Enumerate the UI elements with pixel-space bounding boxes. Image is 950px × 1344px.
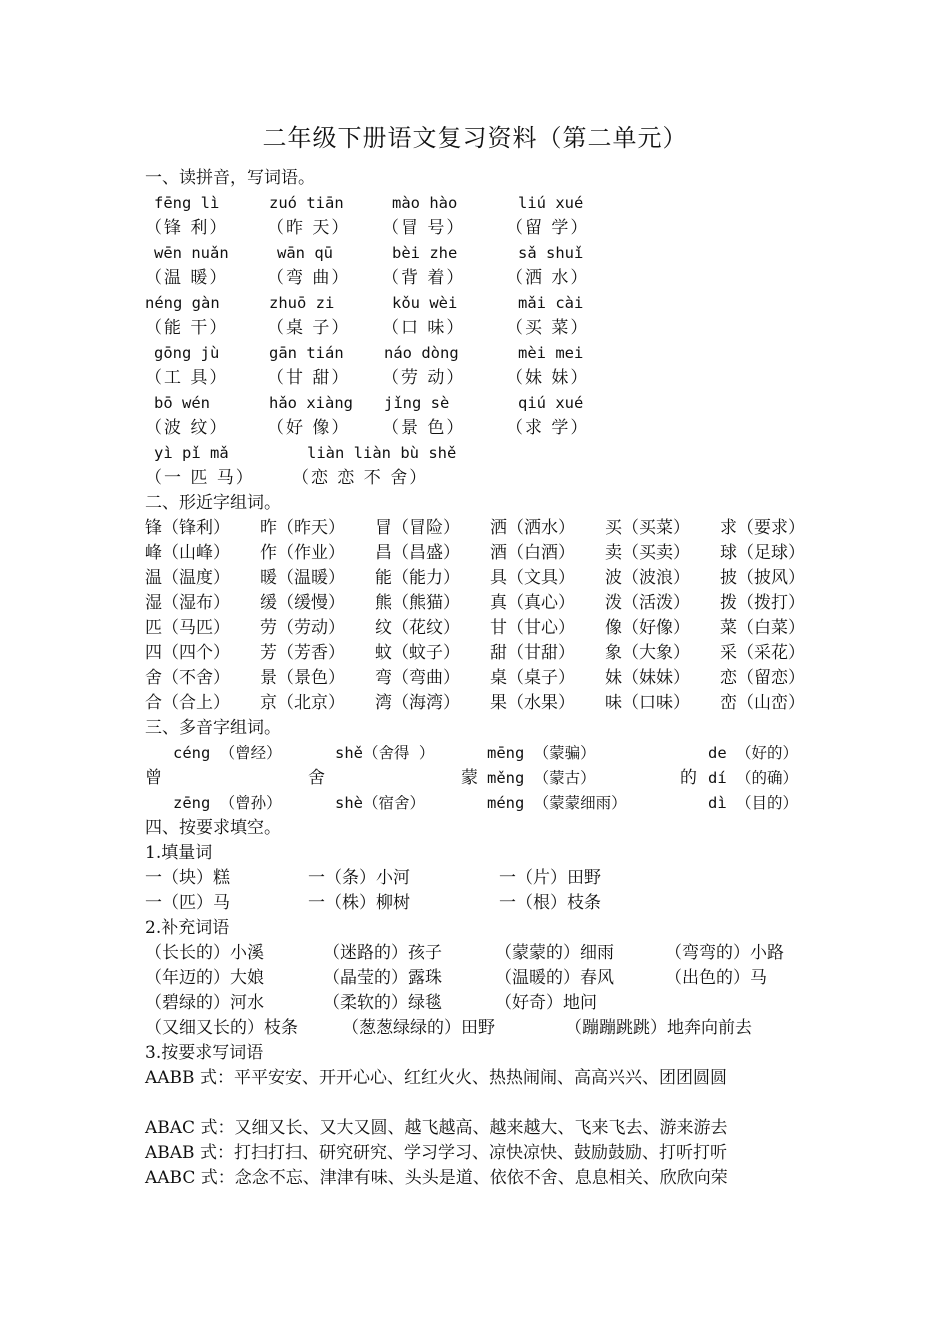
pinyin: jǐng sè <box>384 394 450 412</box>
pinyin: náo dòng <box>384 344 459 362</box>
word-row <box>145 216 845 241</box>
polyphone-row <box>145 741 845 766</box>
polyphone-row <box>145 791 845 816</box>
similar-char-row <box>145 516 845 541</box>
word: （口 味） <box>382 318 466 338</box>
polyphone-reading: dí （的确） <box>708 769 798 787</box>
pinyin: mèi mei <box>518 344 584 362</box>
similar-char-item: 球（足球） <box>720 543 805 563</box>
phrase-item: （好奇）地问 <box>495 993 597 1013</box>
pinyin-row <box>145 241 845 266</box>
pinyin: gōng jù <box>154 344 220 362</box>
similar-char-item: 真（真心） <box>490 593 575 613</box>
word-row <box>145 466 845 491</box>
pinyin: néng gàn <box>145 294 220 312</box>
word: （景 色） <box>382 418 466 438</box>
word-row <box>145 366 845 391</box>
section-2-heading: 二、形近字组词。 <box>145 493 281 513</box>
word: （桌 子） <box>267 318 351 338</box>
similar-char-row <box>145 641 845 666</box>
part-3-heading: 3.按要求写词语 <box>145 1043 264 1063</box>
polyphone-reading: zēng （曾孙） <box>173 794 282 812</box>
similar-char-item: 冒（冒险） <box>375 518 460 538</box>
similar-char-item: 桌（桌子） <box>490 668 575 688</box>
phrase-item: （长长的）小溪 <box>145 943 264 963</box>
pinyin: mǎi cài <box>518 294 584 312</box>
word: （甘 甜） <box>267 368 351 388</box>
phrase-item: （碧绿的）河水 <box>145 993 264 1013</box>
word-row <box>145 266 845 291</box>
similar-char-item: 湾（海湾） <box>375 693 460 713</box>
similar-char-item: 甜（甘甜） <box>490 643 575 663</box>
similar-char-item: 能（能力） <box>375 568 460 588</box>
pinyin: liú xué <box>518 194 584 212</box>
phrase-row <box>145 991 845 1016</box>
word: （一 匹 马） <box>145 468 255 488</box>
phrase-item: （晶莹的）露珠 <box>323 968 442 988</box>
section-3-heading: 三、多音字组词。 <box>145 718 281 738</box>
word: （冒 号） <box>382 218 466 238</box>
word-pattern-line: ABAB 式：打扫打扫、研究研究、学习学习、凉快凉快、鼓励鼓励、打听打听 <box>145 1143 727 1163</box>
word-pattern-line: ABAC 式：又细又长、又大又圆、越飞越高、越来越大、飞来飞去、游来游去 <box>145 1118 728 1138</box>
word: （能 干） <box>145 318 229 338</box>
word-row <box>145 316 845 341</box>
similar-char-item: 果（水果） <box>490 693 575 713</box>
phrase-item: （迷路的）孩子 <box>323 943 442 963</box>
pinyin: bō wén <box>154 394 210 412</box>
word: （锋 利） <box>145 218 229 238</box>
pinyin-row <box>145 441 845 466</box>
similar-char-item: 昌（昌盛） <box>375 543 460 563</box>
word: （波 纹） <box>145 418 229 438</box>
phrase-item: （出色的）马 <box>665 968 767 988</box>
phrase-item: （年迈的）大娘 <box>145 968 264 988</box>
pinyin: zhuō zi <box>269 294 335 312</box>
similar-char-item: 买（买菜） <box>605 518 690 538</box>
polyphone-reading: shè（宿舍） <box>335 794 425 812</box>
measure-word-item: 一（匹）马 <box>145 893 230 913</box>
similar-char-row <box>145 541 845 566</box>
similar-char-item: 峰（山峰） <box>145 543 230 563</box>
phrase-item: （弯弯的）小路 <box>665 943 784 963</box>
polyphone-reading: céng （曾经） <box>173 744 282 762</box>
similar-char-row <box>145 591 845 616</box>
measure-word-item: 一（株）柳树 <box>308 893 410 913</box>
similar-char-item: 缓（缓慢） <box>260 593 345 613</box>
similar-char-row <box>145 666 845 691</box>
polyphone-reading: mēng （蒙骗） <box>487 744 596 762</box>
phrase-item: （蒙蒙的）细雨 <box>495 943 614 963</box>
pinyin: qiú xué <box>518 394 584 412</box>
pinyin: sǎ shuǐ <box>518 244 584 262</box>
similar-char-item: 洒（洒水） <box>490 518 575 538</box>
similar-char-item: 卖（买卖） <box>605 543 690 563</box>
word: （温 暖） <box>145 268 229 288</box>
measure-word-item: 一（根）枝条 <box>499 893 601 913</box>
polyphone-char: 曾 <box>145 768 162 788</box>
similar-char-row <box>145 566 845 591</box>
pinyin: zuó tiān <box>269 194 344 212</box>
part-2-heading: 2.补充词语 <box>145 918 230 938</box>
section-4-heading: 四、按要求填空。 <box>145 818 281 838</box>
word: （好 像） <box>267 418 351 438</box>
similar-char-item: 恋（留恋） <box>720 668 805 688</box>
polyphone-char: 舍 <box>308 768 325 788</box>
phrase-row <box>145 1016 845 1041</box>
measure-word-row <box>145 891 845 916</box>
similar-char-item: 甘（甘心） <box>490 618 575 638</box>
phrase-row <box>145 966 845 991</box>
similar-char-item: 象（大象） <box>605 643 690 663</box>
word: （买 菜） <box>506 318 590 338</box>
similar-char-item: 舍（不舍） <box>145 668 230 688</box>
polyphone-row <box>145 766 845 791</box>
similar-char-item: 熊（熊猫） <box>375 593 460 613</box>
polyphone-reading: dì （目的） <box>708 794 798 812</box>
similar-char-item: 味（口味） <box>605 693 690 713</box>
similar-char-row <box>145 691 845 716</box>
phrase-item: （葱葱绿绿的）田野 <box>342 1018 495 1038</box>
phrase-item: （温暖的）春风 <box>495 968 614 988</box>
pinyin-row <box>145 191 845 216</box>
measure-word-item: 一（条）小河 <box>308 868 410 888</box>
word: （妹 妹） <box>506 368 590 388</box>
similar-char-item: 弯（弯曲） <box>375 668 460 688</box>
similar-char-item: 劳（劳动） <box>260 618 345 638</box>
similar-char-item: 具（文具） <box>490 568 575 588</box>
pinyin-row <box>145 341 845 366</box>
phrase-item: （蹦蹦跳跳）地奔向前去 <box>565 1018 752 1038</box>
word: （求 学） <box>506 418 590 438</box>
word: （弯 曲） <box>267 268 351 288</box>
word-row <box>145 416 845 441</box>
part-1-heading: 1.填量词 <box>145 843 213 863</box>
similar-char-row <box>145 616 845 641</box>
word: （恋 恋 不 舍） <box>292 468 429 488</box>
similar-char-item: 泼（活泼） <box>605 593 690 613</box>
pinyin: liàn liàn bù shě <box>307 444 457 462</box>
polyphone-char: 的 <box>680 768 697 788</box>
similar-char-item: 合（合上） <box>145 693 230 713</box>
polyphone-reading: měng （蒙古） <box>487 769 596 787</box>
similar-char-item: 酒（白酒） <box>490 543 575 563</box>
similar-char-item: 波（波浪） <box>605 568 690 588</box>
polyphone-reading: de （好的） <box>708 744 798 762</box>
similar-char-item: 求（要求） <box>720 518 805 538</box>
similar-char-item: 纹（花纹） <box>375 618 460 638</box>
similar-char-item: 芳（芳香） <box>260 643 345 663</box>
word-pattern-line: AABC 式：念念不忘、津津有味、头头是道、依依不舍、息息相关、欣欣向荣 <box>145 1168 728 1188</box>
similar-char-item: 温（温度） <box>145 568 230 588</box>
polyphone-reading: shě（舍得 ） <box>335 744 435 762</box>
word-pattern-line: AABB 式：平平安安、开开心心、红红火火、热热闹闹、高高兴兴、团团圆圆 <box>145 1068 727 1088</box>
word: （洒 水） <box>506 268 590 288</box>
phrase-row <box>145 941 845 966</box>
pinyin: wēn nuǎn <box>154 244 229 262</box>
word: （留 学） <box>506 218 590 238</box>
similar-char-item: 菜（白菜） <box>720 618 805 638</box>
similar-char-item: 采（采花） <box>720 643 805 663</box>
polyphone-char: 蒙 <box>461 768 478 788</box>
similar-char-item: 京（北京） <box>260 693 345 713</box>
similar-char-item: 暖（温暖） <box>260 568 345 588</box>
pinyin: hǎo xiàng <box>269 394 353 412</box>
similar-char-item: 匹（马匹） <box>145 618 230 638</box>
pinyin: bèi zhe <box>392 244 458 262</box>
similar-char-item: 蚊（蚊子） <box>375 643 460 663</box>
pinyin: mào hào <box>392 194 458 212</box>
section-1-heading: 一、读拼音，写词语。 <box>145 168 315 188</box>
similar-char-item: 披（披风） <box>720 568 805 588</box>
similar-char-item: 像（好像） <box>605 618 690 638</box>
similar-char-item: 峦（山峦） <box>720 693 805 713</box>
measure-word-row <box>145 866 845 891</box>
page-title: 二年级下册语文复习资料（第二单元） <box>262 124 688 152</box>
pinyin: yì pǐ mǎ <box>154 444 229 462</box>
word: （劳 动） <box>382 368 466 388</box>
pinyin: kǒu wèi <box>392 294 458 312</box>
pinyin: wān qū <box>277 244 333 262</box>
polyphone-reading: méng （蒙蒙细雨） <box>487 794 627 812</box>
similar-char-item: 妹（妹妹） <box>605 668 690 688</box>
measure-word-item: 一（片）田野 <box>499 868 601 888</box>
similar-char-item: 作（作业） <box>260 543 345 563</box>
word: （昨 天） <box>267 218 351 238</box>
similar-char-item: 锋（锋利） <box>145 518 230 538</box>
similar-char-item: 景（景色） <box>260 668 345 688</box>
word: （背 着） <box>382 268 466 288</box>
word: （工 具） <box>145 368 229 388</box>
phrase-item: （柔软的）绿毯 <box>323 993 442 1013</box>
similar-char-item: 拨（拨打） <box>720 593 805 613</box>
similar-char-item: 湿（湿布） <box>145 593 230 613</box>
pinyin-row <box>145 291 845 316</box>
pinyin: fēng lì <box>154 194 220 212</box>
pinyin-row <box>145 391 845 416</box>
similar-char-item: 昨（昨天） <box>260 518 345 538</box>
similar-char-item: 四（四个） <box>145 643 230 663</box>
measure-word-item: 一（块）糕 <box>145 868 230 888</box>
phrase-item: （又细又长的）枝条 <box>145 1018 298 1038</box>
pinyin: gān tián <box>269 344 344 362</box>
